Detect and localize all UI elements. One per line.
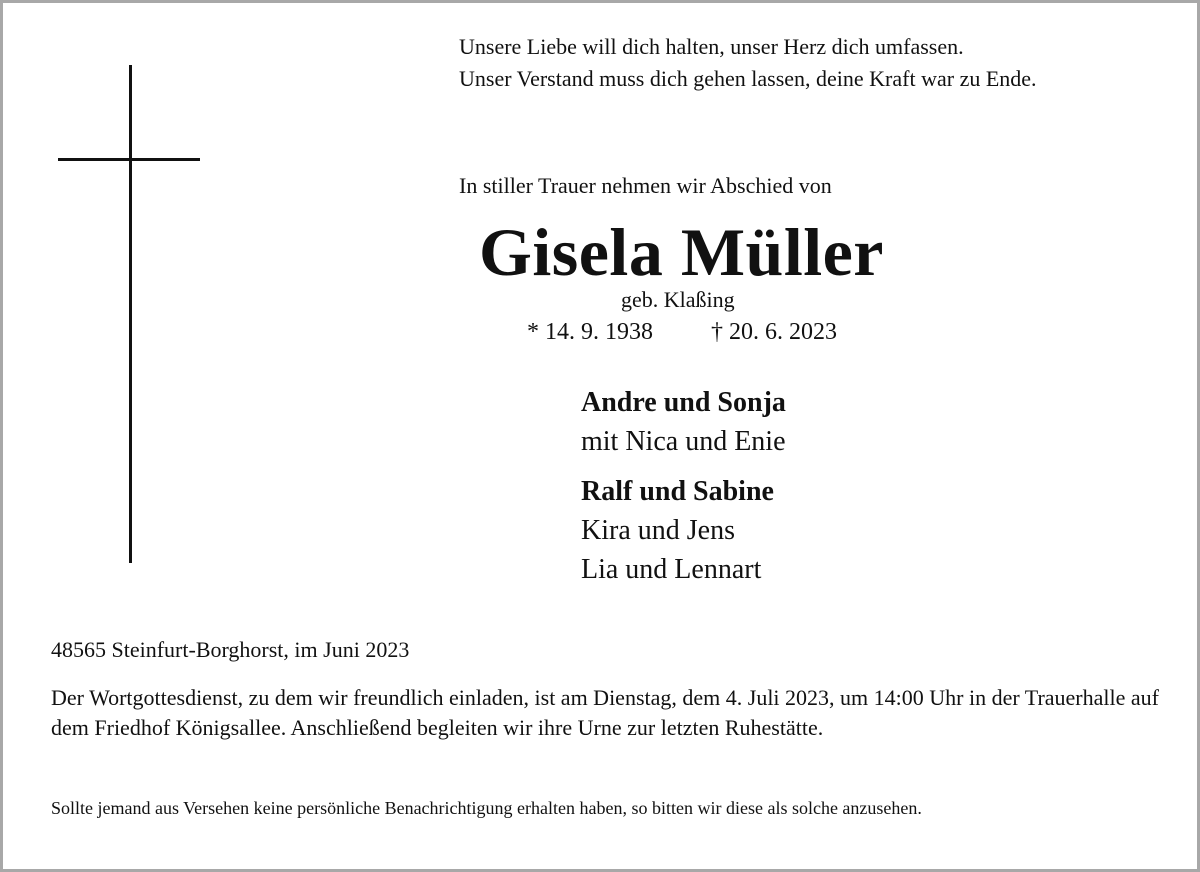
cross-vertical-bar bbox=[129, 65, 132, 563]
service-announcement: Der Wortgottesdienst, zu dem wir freundlich einladen, ist am Dienstag, dem 4. Juli 2023, um 14:00 Uhr in der Trauerhalle auf dem Friedhof Königsallee. Anschließend begleiten wir ihre Urne zur letzten Ruhestätte. bbox=[51, 685, 1159, 740]
birth-date: * 14. 9. 1938 bbox=[527, 319, 653, 345]
mourner-line: mit Nica und Enie bbox=[581, 426, 786, 457]
mourner-group bbox=[581, 472, 786, 589]
group-spacer bbox=[581, 461, 786, 472]
mourner-line: Kira und Jens bbox=[581, 515, 735, 546]
birth-name: geb. Klaßing bbox=[621, 287, 735, 312]
poem-line: Unsere Liebe will dich halten, unser Herz dich umfassen. bbox=[459, 34, 964, 59]
poem-line: Unser Verstand muss dich gehen lassen, deine Kraft war zu Ende. bbox=[459, 66, 1037, 91]
poem bbox=[459, 31, 1037, 95]
mourner-group-head: Ralf und Sabine bbox=[581, 476, 774, 507]
place-and-date: 48565 Steinfurt-Borghorst, im Juni 2023 bbox=[51, 637, 410, 662]
death-date: † 20. 6. 2023 bbox=[711, 319, 837, 345]
mourner-group-head: Andre und Sonja bbox=[581, 387, 786, 418]
deceased-name: Gisela Müller bbox=[479, 214, 884, 290]
farewell-intro: In stiller Trauer nehmen wir Abschied von bbox=[459, 173, 832, 198]
mourners-list bbox=[581, 383, 786, 589]
cross-horizontal-bar bbox=[58, 158, 200, 161]
mourner-line: Lia und Lennart bbox=[581, 554, 762, 585]
notification-notice: Sollte jemand aus Versehen keine persönliche Benachrichtigung erhalten haben, so bitten wir diese als solche anzusehen. bbox=[51, 798, 922, 818]
mourner-group bbox=[581, 383, 786, 461]
